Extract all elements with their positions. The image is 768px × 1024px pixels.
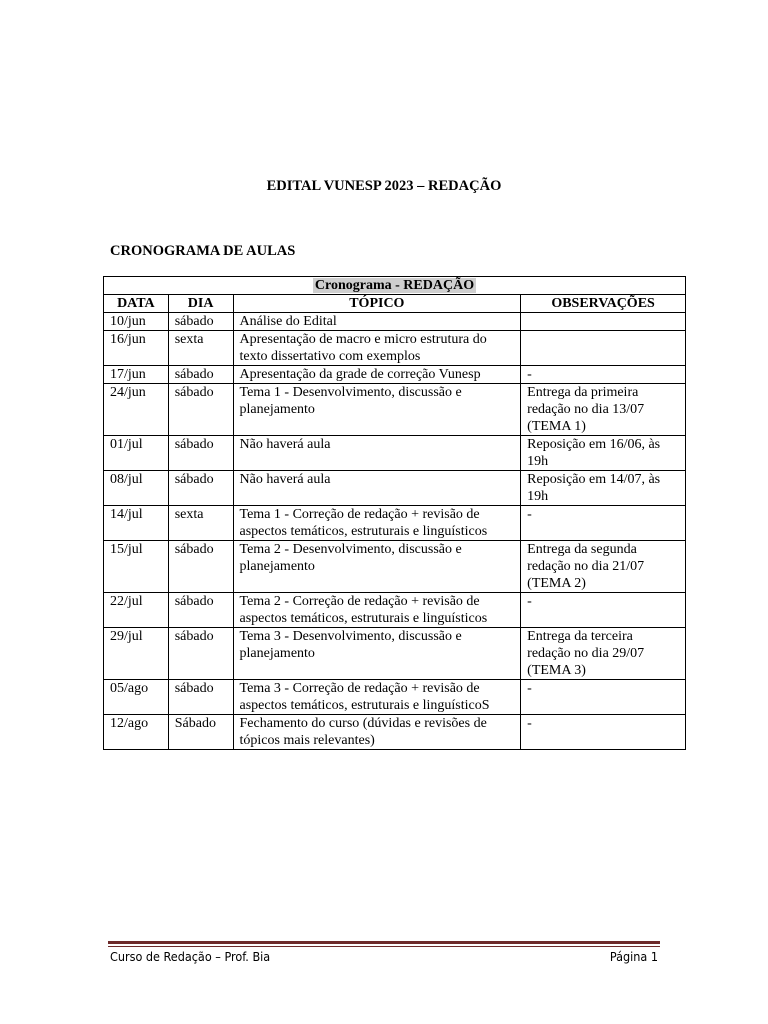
table-row (104, 680, 686, 715)
cell-observations: - (521, 680, 686, 715)
schedule-table (103, 276, 686, 750)
cell-date: 15/jul (104, 541, 169, 593)
cell-day: sábado (168, 680, 233, 715)
cell-day: sábado (168, 541, 233, 593)
footer-page-number: Página 1 (609, 949, 658, 964)
cell-date: 05/ago (104, 680, 169, 715)
cell-observations: Entrega da segunda redação no dia 21/07 (TEMA 2) (521, 541, 686, 593)
cell-observations: Reposição em 14/07, às 19h (521, 471, 686, 506)
cell-day: Sábado (168, 715, 233, 750)
cell-topic: Análise do Edital (233, 313, 521, 331)
cell-date: 14/jul (104, 506, 169, 541)
cell-day: sexta (168, 331, 233, 366)
header-observations: OBSERVAÇÕES (521, 295, 686, 313)
footer-divider-thin (108, 946, 660, 947)
table-row (104, 436, 686, 471)
cell-date: 22/jul (104, 593, 169, 628)
cell-observations (521, 331, 686, 366)
cell-day: sábado (168, 384, 233, 436)
cell-date: 16/jun (104, 331, 169, 366)
cell-day: sábado (168, 471, 233, 506)
cell-date: 24/jun (104, 384, 169, 436)
table-row (104, 366, 686, 384)
table-row (104, 384, 686, 436)
cell-topic: Tema 3 - Correção de redação + revisão de aspectos temáticos, estruturais e linguísticoS (233, 680, 521, 715)
table-row (104, 593, 686, 628)
cell-topic: Tema 1 - Correção de redação + revisão de aspectos temáticos, estruturais e linguísticos (233, 506, 521, 541)
header-day: DIA (168, 295, 233, 313)
header-topic: TÓPICO (233, 295, 521, 313)
cell-observations: - (521, 366, 686, 384)
table-row (104, 715, 686, 750)
cell-day: sexta (168, 506, 233, 541)
cell-observations: - (521, 593, 686, 628)
cell-observations (521, 313, 686, 331)
cell-date: 12/ago (104, 715, 169, 750)
cell-topic: Apresentação da grade de correção Vunesp (233, 366, 521, 384)
cell-day: sábado (168, 313, 233, 331)
cell-topic: Fechamento do curso (dúvidas e revisões de tópicos mais relevantes) (233, 715, 521, 750)
cell-day: sábado (168, 366, 233, 384)
cell-topic: Tema 1 - Desenvolvimento, discussão e planejamento (233, 384, 521, 436)
cell-date: 10/jun (104, 313, 169, 331)
cell-date: 29/jul (104, 628, 169, 680)
cell-date: 08/jul (104, 471, 169, 506)
table-row (104, 313, 686, 331)
cell-observations: Entrega da terceira redação no dia 29/07 (TEMA 3) (521, 628, 686, 680)
cell-observations: - (521, 506, 686, 541)
cell-observations: - (521, 715, 686, 750)
cell-date: 17/jun (104, 366, 169, 384)
cell-day: sábado (168, 593, 233, 628)
section-title: CRONOGRAMA DE AULAS (110, 243, 296, 259)
table-header-row (104, 295, 686, 313)
cell-topic: Apresentação de macro e micro estrutura do texto dissertativo com exemplos (233, 331, 521, 366)
table-caption (104, 277, 686, 295)
table-caption-text: Cronograma - REDAÇÃO (314, 278, 475, 293)
document-title: EDITAL VUNESP 2023 – REDAÇÃO (266, 178, 502, 194)
cell-topic: Tema 3 - Desenvolvimento, discussão e planejamento (233, 628, 521, 680)
header-date: DATA (104, 295, 169, 313)
footer-divider-thick (108, 941, 660, 944)
table-body (104, 313, 686, 750)
cell-day: sábado (168, 628, 233, 680)
table-row (104, 331, 686, 366)
table-row (104, 471, 686, 506)
table-row (104, 506, 686, 541)
cell-day: sábado (168, 436, 233, 471)
cell-topic: Tema 2 - Desenvolvimento, discussão e planejamento (233, 541, 521, 593)
table-row (104, 541, 686, 593)
cell-date: 01/jul (104, 436, 169, 471)
footer-course: Curso de Redação – Prof. Bia (110, 949, 271, 964)
table-row (104, 628, 686, 680)
cell-topic: Não haverá aula (233, 471, 521, 506)
cell-topic: Não haverá aula (233, 436, 521, 471)
cell-observations: Entrega da primeira redação no dia 13/07 (TEMA 1) (521, 384, 686, 436)
cell-observations: Reposição em 16/06, às 19h (521, 436, 686, 471)
cell-topic: Tema 2 - Correção de redação + revisão de aspectos temáticos, estruturais e linguísticos (233, 593, 521, 628)
table-caption-row (104, 277, 686, 295)
